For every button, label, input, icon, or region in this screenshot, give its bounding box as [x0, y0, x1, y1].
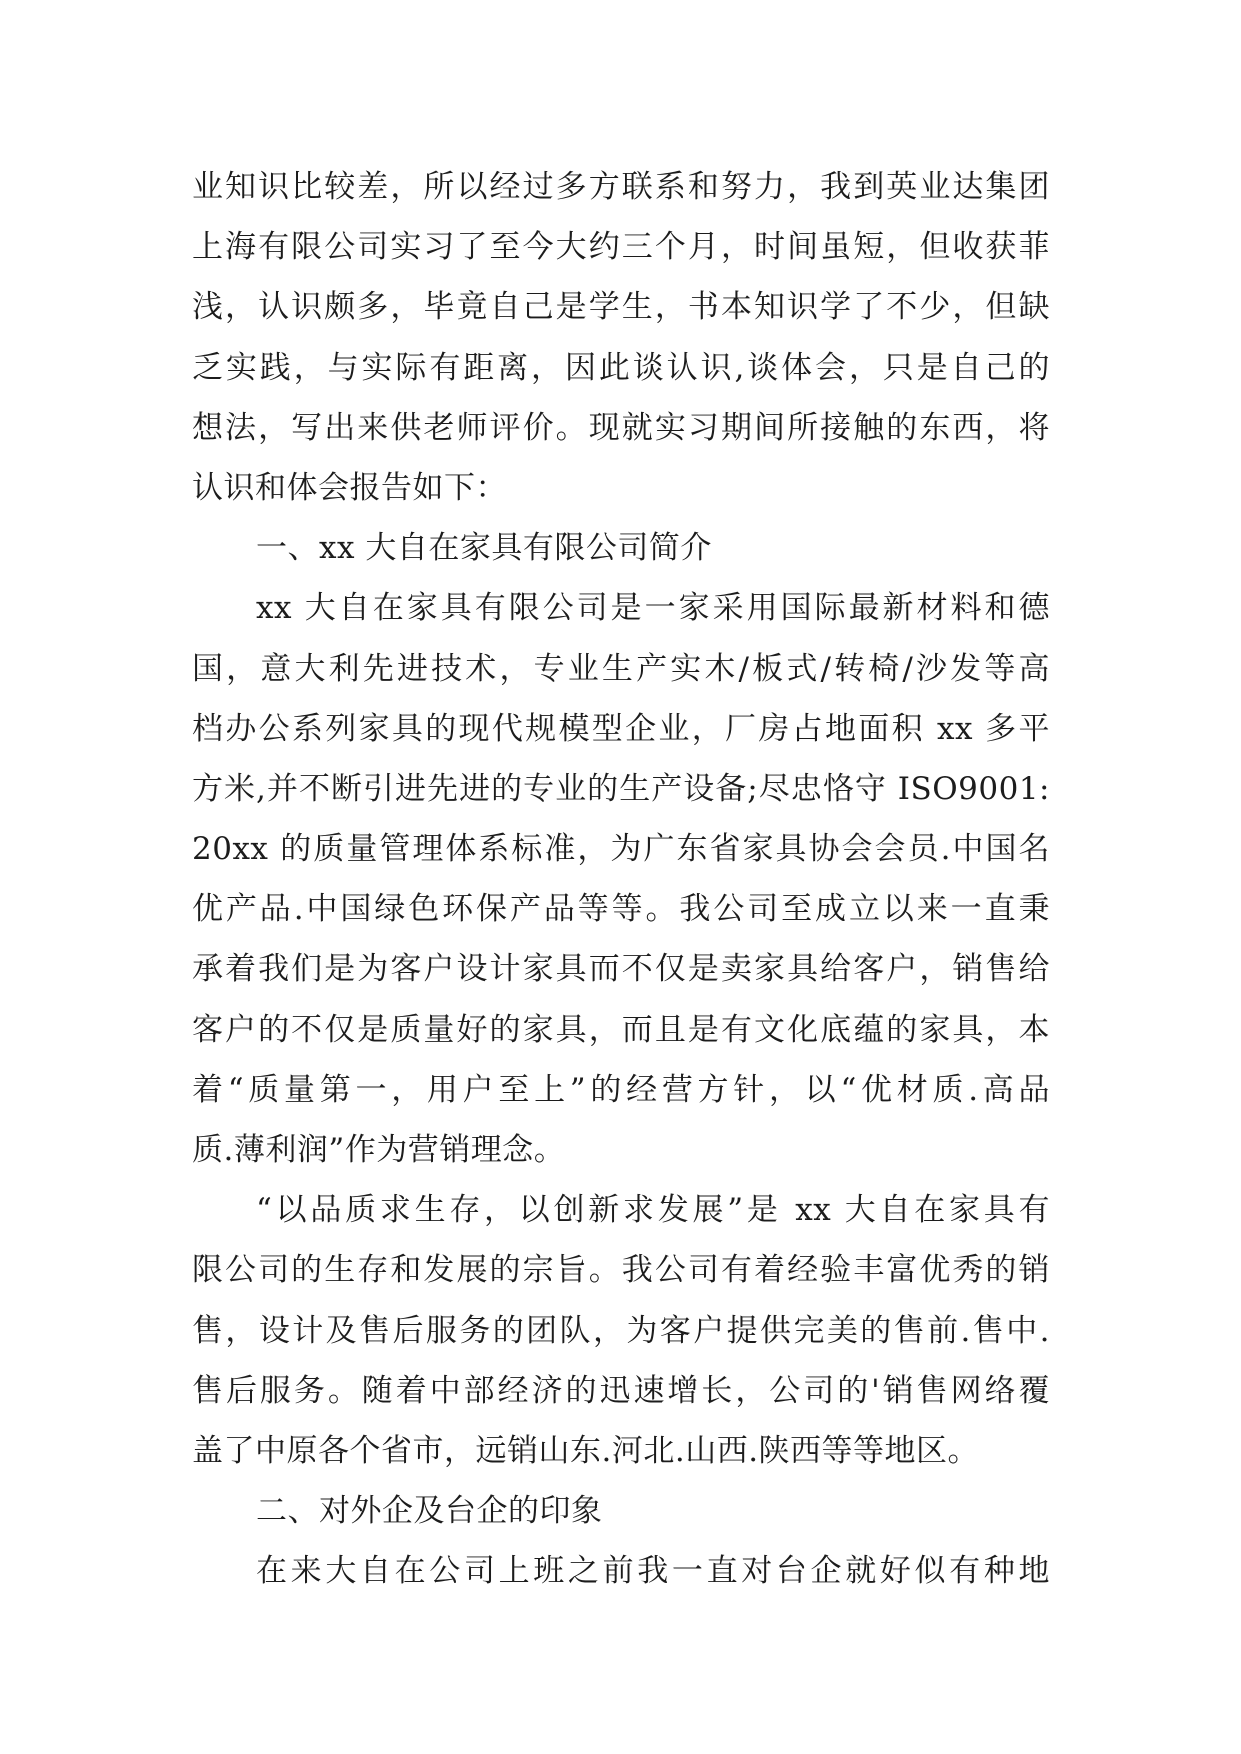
text-line: 承着我们是为客户设计家具而不仅是卖家具给客户，销售给 [192, 951, 1050, 988]
text-line: 浅，认识颇多，毕竟自己是学生，书本知识学了不少，但缺 [192, 289, 1050, 326]
text-line: 业知识比较差，所以经过多方联系和努力，我到英业达集团 [192, 169, 1050, 205]
text-line: 档办公系列家具的现代规模型企业，厂房占地面积 xx 多平 [192, 710, 1050, 747]
text-line: 20xx 的质量管理体系标准，为广东省家具协会会员.中国名 [192, 831, 1050, 868]
text-line: 质.薄利润”作为营销理念。 [192, 1132, 566, 1168]
text-line: 售，设计及售后服务的团队，为客户提供完美的售前.售中. [192, 1312, 1050, 1349]
text-line: 在来大自在公司上班之前我一直对台企就好似有种地 [256, 1553, 1050, 1590]
text-line: 客户的不仅是质量好的家具，而且是有文化底蕴的家具，本 [192, 1011, 1050, 1048]
text-line: 方米,并不断引进先进的专业的生产设备;尽忠恪守 ISO9001: [192, 770, 1050, 807]
text-line: 着“质量第一，用户至上”的经营方针，以“优材质.高品 [192, 1071, 1050, 1108]
text-line: 盖了中原各个省市，远销山东.河北.山西.陕西等等地区。 [192, 1432, 980, 1469]
text-line: 认识和体会报告如下： [192, 469, 507, 506]
text-line: 上海有限公司实习了至今大约三个月，时间虽短，但收获菲 [192, 229, 1050, 266]
text-line: 优产品.中国绿色环保产品等等。我公司至成立以来一直秉 [192, 891, 1050, 928]
text-line: 乏实践，与实际有距离，因此谈认识,谈体会，只是自己的 [192, 349, 1050, 386]
text-line: 国，意大利先进技术，专业生产实木/板式/转椅/沙发等高 [192, 650, 1050, 687]
text-line: 售后服务。随着中部经济的迅速增长，公司的'销售网络覆 [192, 1372, 1050, 1409]
text-line: 想法，写出来供老师评价。现就实习期间所接触的东西，将 [192, 409, 1050, 446]
text-line: xx 大自在家具有限公司是一家采用国际最新材料和德 [256, 590, 1050, 627]
text-line: 限公司的生存和发展的宗旨。我公司有着经验丰富优秀的销 [192, 1252, 1050, 1289]
text-line: “以品质求生存，以创新求发展”是 xx 大自在家具有 [256, 1192, 1050, 1229]
document-body [192, 157, 1050, 1602]
text-line: 二、对外企及台企的印象 [256, 1493, 603, 1530]
text-line: 一、xx 大自在家具有限公司简介 [256, 530, 712, 567]
